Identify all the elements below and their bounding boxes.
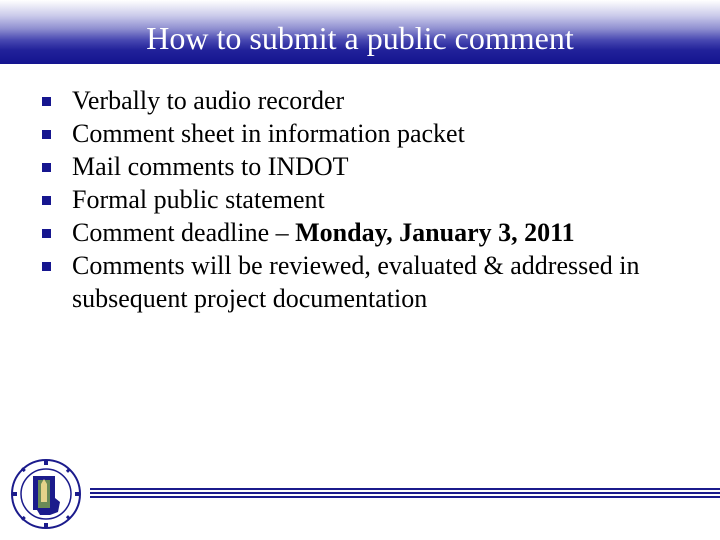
bullet-text: Comment sheet in information packet (72, 119, 465, 148)
footer-rule (90, 488, 720, 500)
bullet-text: Mail comments to INDOT (72, 152, 349, 181)
square-bullet-icon (42, 163, 51, 172)
bullet-text: Formal public statement (72, 185, 325, 214)
bullet-text: Verbally to audio recorder (72, 86, 345, 115)
square-bullet-icon (42, 130, 51, 139)
bullet-list (0, 84, 720, 315)
square-bullet-icon (42, 196, 51, 205)
title-bar (0, 0, 720, 64)
bullet-item (0, 150, 692, 183)
slide-title: How to submit a public comment (146, 20, 574, 56)
bullet-item (0, 183, 692, 216)
bullet-item (0, 117, 692, 150)
deadline-date: Monday, January 3, 2011 (295, 218, 575, 247)
bullet-text: Comment deadline – (72, 218, 296, 247)
bullet-item (0, 84, 692, 117)
square-bullet-icon (42, 229, 51, 238)
bullet-text: Comments will be reviewed, evaluated & addressed in subsequent project documentation (72, 251, 640, 313)
square-bullet-icon (42, 97, 51, 106)
bullet-item (0, 216, 692, 249)
bullet-item (0, 249, 692, 315)
indot-seal-icon (10, 458, 82, 530)
square-bullet-icon (42, 262, 51, 271)
